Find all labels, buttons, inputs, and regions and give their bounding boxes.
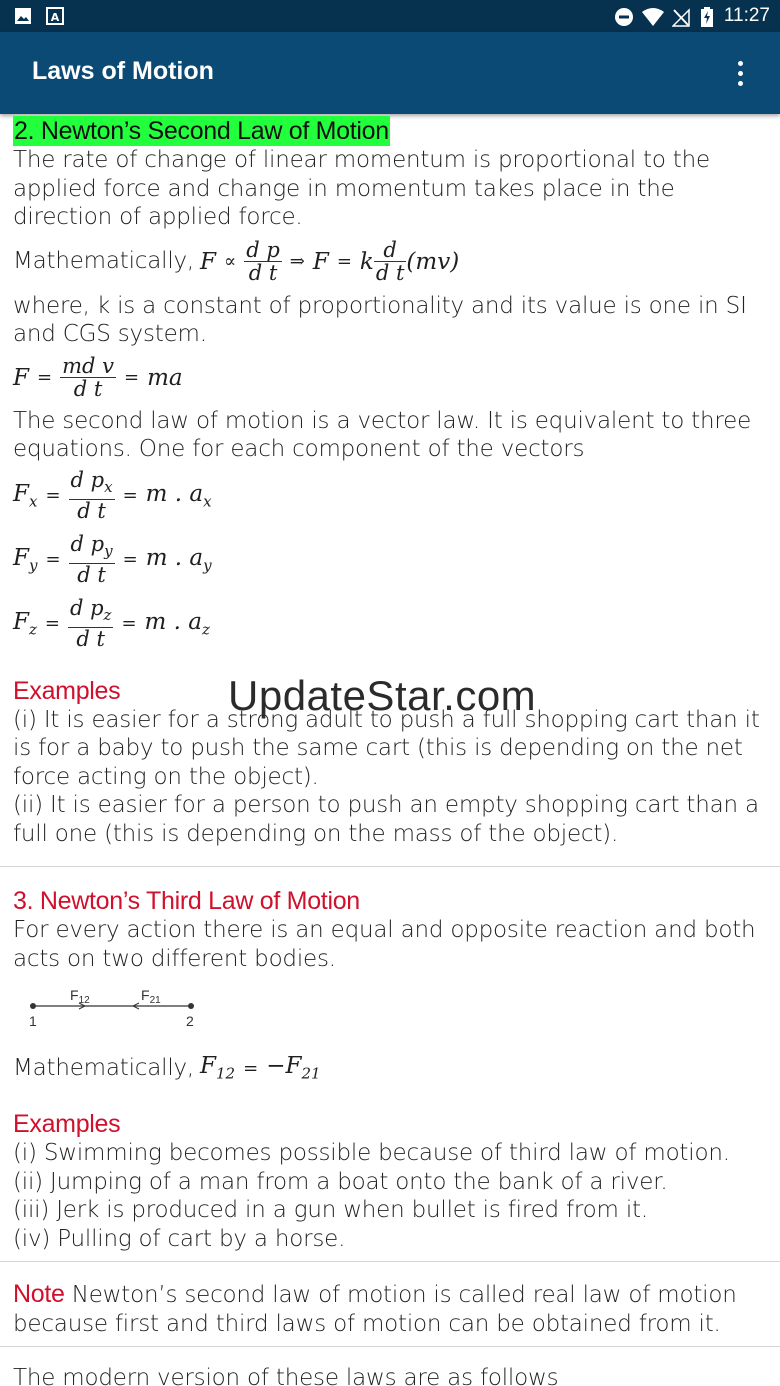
svg-text:A: A [50, 11, 60, 24]
note-label: Note [13, 1280, 65, 1308]
third-law-intro: For every action there is an equal and opposite reaction and both acts on two different bodies. [13, 917, 756, 972]
overflow-menu-icon[interactable] [730, 61, 750, 87]
f12-label: $F_{12}$ [70, 987, 90, 1006]
math-label-second: Mathematically, [13, 248, 195, 275]
third-law-heading: 3. Newton’s Third Law of Motion [13, 887, 360, 915]
third-law-example-3: (iii) Jerk is produced in a gun when bullet is fired from it. [13, 1197, 648, 1223]
divider-2 [0, 1261, 780, 1262]
note-paragraph [13, 1279, 773, 1338]
second-law-example-2: (ii) It is easier for a person to push an empty shopping cart than a full one (this is depending on the mass of the object). [13, 792, 759, 847]
f21-label: $F_{21}$ [141, 987, 161, 1006]
third-law-example-4: (iv) Pulling of cart by a horse. [13, 1225, 346, 1252]
app-title: Laws of Motion [32, 57, 214, 85]
second-law-where-text: where, k is a constant of proportionality and its value is one in SI and CGS system. [13, 292, 747, 347]
second-law-examples-heading: Examples [13, 676, 121, 705]
second-law-intro: The rate of change of linear momentum is proportional to the applied force and change in momentum takes place in the direction of applied force. [13, 147, 710, 230]
divider-3 [0, 1346, 780, 1347]
signal-icon [672, 7, 690, 27]
gallery-notification-icon [14, 7, 32, 25]
fz-equation: $F_z$ = $\frac{d p_z}{\text{d t}}$ = m . $a_z$ [13, 596, 210, 651]
note-text: Newton’s second law of motion is called real law of motion because first and third laws of motion can be obtained from it. [13, 1282, 737, 1337]
wifi-icon [641, 7, 665, 27]
divider-1 [0, 866, 780, 867]
point-1-label: 1 [29, 1013, 37, 1029]
app-bar [0, 32, 780, 114]
watermark: UpdateStar.com [228, 672, 537, 719]
math-label-third: Mathematically, [13, 1054, 195, 1081]
third-law-equation: Mathematically, $F_{12}$ = $-F_{21}$ [13, 1053, 321, 1083]
action-reaction-diagram [13, 983, 213, 1039]
second-law-proportionality-equation: Mathematically, F ∝ $\frac{\text{d p}}{\text{d t}}$ ⇒ F = k $\frac{d}{\text{d t}}$ (mv) [13, 238, 460, 285]
battery-charging-icon [700, 7, 714, 27]
second-law-heading: 2. Newton’s Second Law of Motion [14, 117, 389, 145]
third-law-example-2: (ii) Jumping of a man from a boat onto the bank of a river. [13, 1168, 668, 1195]
text-notification-icon [46, 7, 64, 25]
second-law-example-1: (i) It is easier for a strong adult to push a full shopping cart than it is for a baby to push the same cart (this is depending on the net force acting on the object). [13, 706, 760, 790]
footer-text: The modern version of these laws are as follows [13, 1365, 559, 1386]
vector-law-text: The second law of motion is a vector law. It is equivalent to three equations. One for each component of the vectors [13, 407, 752, 462]
status-bar [0, 0, 780, 32]
force-equals-ma-equation: F = $\frac{\text{md v}}{\text{d t}}$ = ma [13, 354, 183, 401]
fx-equation: $F_x$ = $\frac{d p_x}{\text{d t}}$ = m . $a_x$ [13, 468, 212, 523]
fy-equation: $F_y$ = $\frac{d p_y}{\text{d t}}$ = m . $a_y$ [13, 532, 212, 587]
point-2-label: 2 [186, 1013, 194, 1029]
do-not-disturb-icon [614, 7, 634, 27]
article-content [13, 116, 773, 1386]
status-time: 11:27 [723, 5, 770, 26]
third-law-example-1: (i) Swimming becomes possible because of third law of motion. [13, 1140, 730, 1166]
third-law-examples-heading: Examples [13, 1110, 121, 1138]
